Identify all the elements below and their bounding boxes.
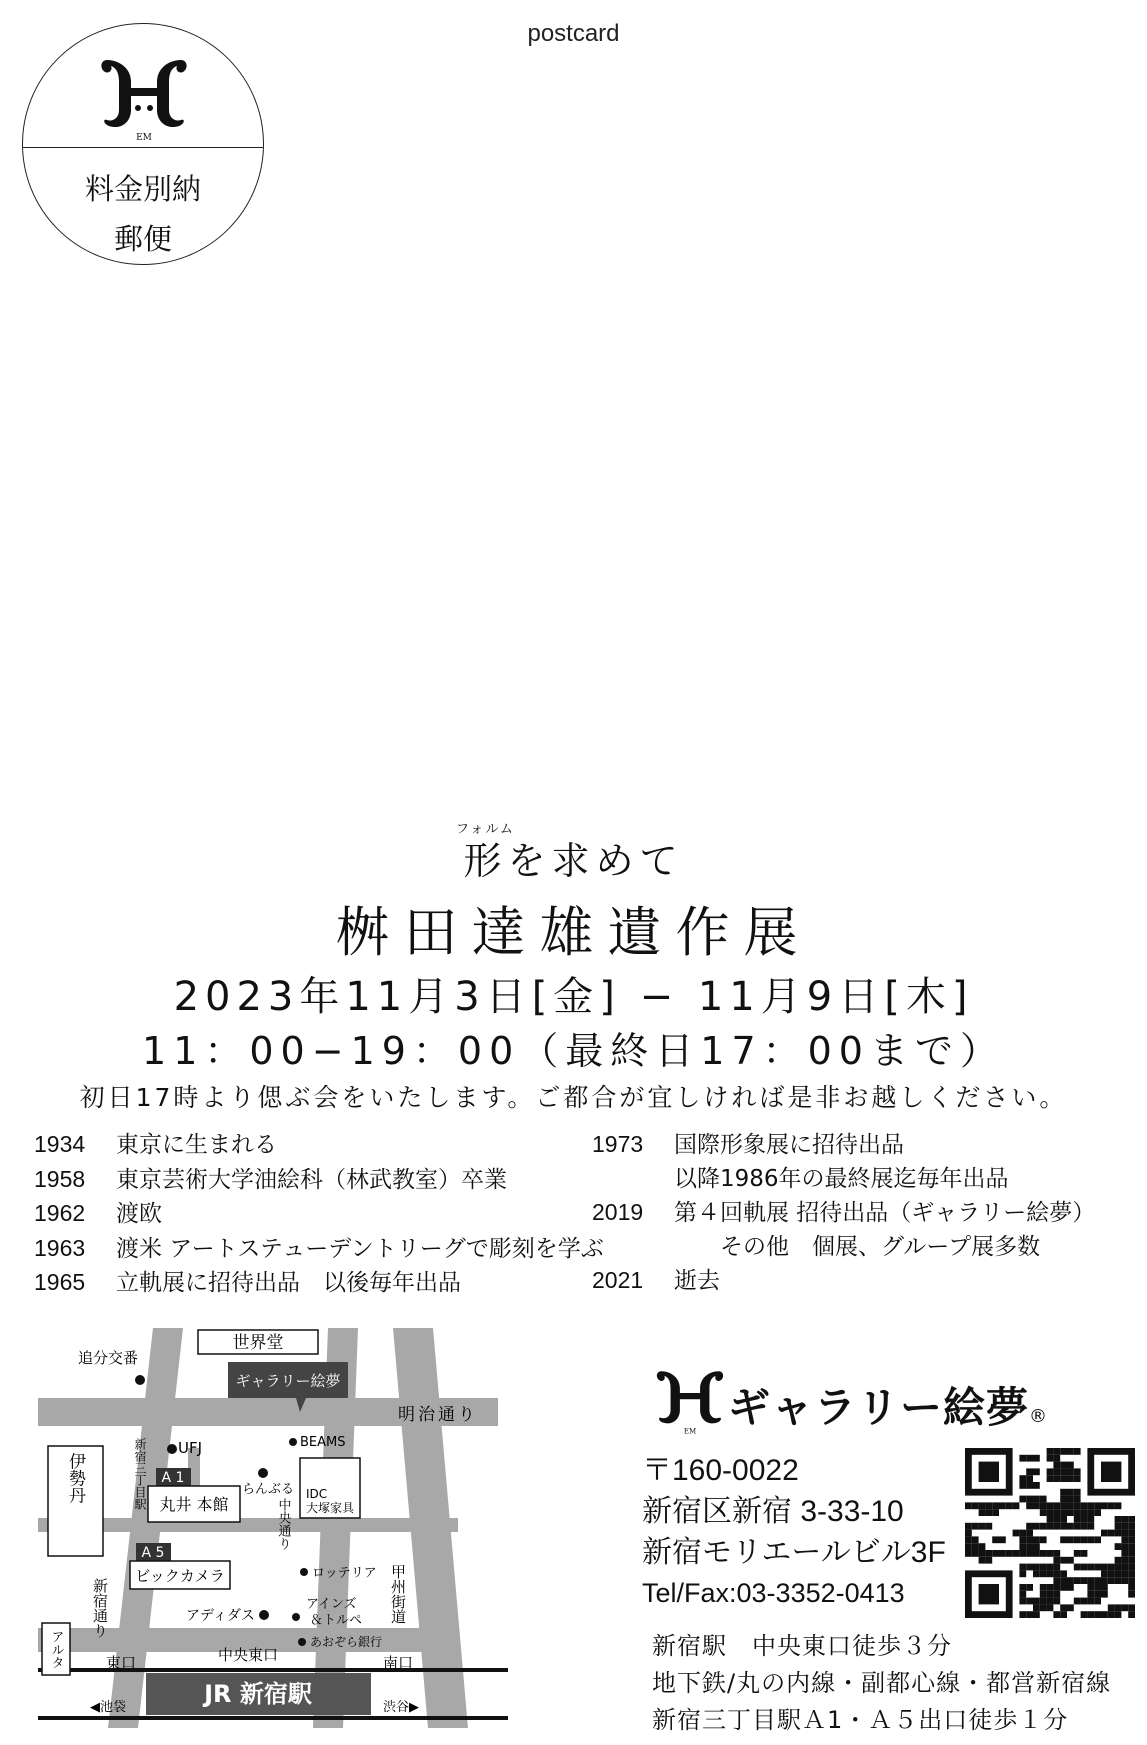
gallery-name: ギャラリー絵夢®	[728, 1383, 1049, 1432]
postcard-label: postcard	[527, 20, 620, 47]
biography-left	[34, 1128, 604, 1301]
map-ains: アインズ	[306, 1597, 357, 1612]
access-line: 新宿三丁目駅Ａ1・Ａ５出口徒歩１分	[652, 1706, 1069, 1734]
bio-row: 1963 渡米 アートステューデントリーグで彫刻を学ぶ	[34, 1234, 604, 1262]
gallery-access	[652, 1628, 1111, 1739]
map-shinjuku-dori: 新宿通り	[91, 1578, 109, 1638]
exhibition-notice: 初日17時より偲ぶ会をいたします。ご都合が宜しければ是非お越しください。	[79, 1083, 1068, 1112]
biography-right	[592, 1128, 1095, 1299]
map-aozora: あおぞら銀行	[310, 1635, 383, 1649]
map-ufj: UFJ	[178, 1439, 203, 1457]
gallery-logo-letters: EM	[683, 1427, 697, 1435]
postage-stamp-mark	[22, 23, 264, 265]
gallery-address	[642, 1450, 946, 1573]
access-line: 新宿駅 中央東口徒歩３分	[652, 1632, 952, 1660]
exhibition-title: 桝田達雄遺作展	[335, 901, 812, 964]
map-oiwake: 追分交番	[78, 1349, 139, 1367]
map-higashiguchi: 東口	[106, 1654, 137, 1672]
map-tolpe: ＆トルペ	[310, 1613, 363, 1628]
gallery-tel: Tel/Fax:03-3352-0413	[642, 1578, 905, 1608]
map-chuo-higashiguchi: 中央東口	[218, 1646, 279, 1664]
gallery-logo-icon	[99, 52, 189, 146]
access-map	[38, 1328, 518, 1728]
map-gallery-sign: ギャラリー絵夢	[235, 1372, 341, 1390]
bio-row: 2019 第４回軌展 招待出品（ギャラリー絵夢）	[592, 1199, 1096, 1226]
map-isetan: 伊勢丹	[65, 1452, 85, 1504]
map-a5: A 5	[141, 1545, 165, 1561]
bio-row: 1934 東京に生まれる	[34, 1131, 277, 1158]
address-line1: 新宿区新宿 3-33-10	[642, 1495, 904, 1528]
bio-row: 1962 渡欧	[34, 1200, 162, 1227]
bio-row: 1973 国際形象展に招待出品	[592, 1131, 904, 1158]
stamp-logo-letters: EM	[136, 133, 152, 142]
map-sekaido: 世界堂	[232, 1333, 284, 1353]
bio-row: 2021 逝去	[592, 1267, 720, 1294]
subtitle-ruby: フォルム	[456, 822, 515, 837]
exhibition-hours: 11：00−19：00（最終日17：00まで）	[142, 1029, 1005, 1073]
map-3chome: 新宿三丁目駅	[133, 1438, 147, 1510]
stamp-text-line1: 料金別納	[84, 172, 201, 206]
map-ranburu: らんぶる	[242, 1482, 295, 1497]
map-otsuka: 大塚家具	[306, 1501, 355, 1515]
bio-row: 以降1986年の最終展迄毎年出品	[674, 1165, 1009, 1192]
map-beams: BEAMS	[300, 1435, 346, 1450]
map-lotteria: ロッテリア	[312, 1566, 377, 1581]
bio-row: 1958 東京芸術大学油絵科（林武教室）卒業	[34, 1165, 507, 1193]
map-adidas: アディダス	[186, 1608, 255, 1624]
stamp-text-line2: 郵便	[113, 222, 172, 256]
exhibition-dates: 2023年11月3日[金] − 11月9日[木]	[173, 974, 974, 1020]
stamp-text	[23, 164, 263, 264]
map-minamiguchi: 南口	[383, 1654, 414, 1672]
qr-code-icon	[965, 1448, 1135, 1618]
bio-row: その他 個展、グループ展多数	[674, 1233, 1041, 1260]
map-ikebukuro: ◀池袋	[90, 1700, 126, 1715]
stamp-divider	[23, 147, 263, 148]
map-bic: ビックカメラ	[135, 1567, 225, 1585]
map-idc: IDC	[306, 1487, 328, 1501]
map-a1: A 1	[161, 1470, 185, 1486]
access-line: 地下鉄/丸の内線・副都心線・都営新宿線	[652, 1669, 1112, 1697]
exhibition-subtitle: 形を求めて	[463, 839, 684, 883]
gallery-logo-icon	[655, 1365, 725, 1439]
postal-code: 〒160-0022	[642, 1454, 799, 1487]
map-meiji-dori: 明治通り	[398, 1405, 478, 1425]
map-marui: 丸井 本館	[159, 1495, 229, 1514]
map-alta: アルタ	[48, 1630, 64, 1669]
bio-row: 1965 立軌展に招待出品 以後毎年出品	[34, 1269, 461, 1296]
map-chuo-dori: 中央通り	[275, 1498, 291, 1550]
jr-station-label: JR 新宿駅	[204, 1680, 312, 1708]
address-line2: 新宿モリエールビル3F	[642, 1536, 946, 1569]
map-koshu: 甲州街道	[389, 1564, 407, 1624]
map-shibuya: 渋谷▶	[383, 1700, 419, 1715]
